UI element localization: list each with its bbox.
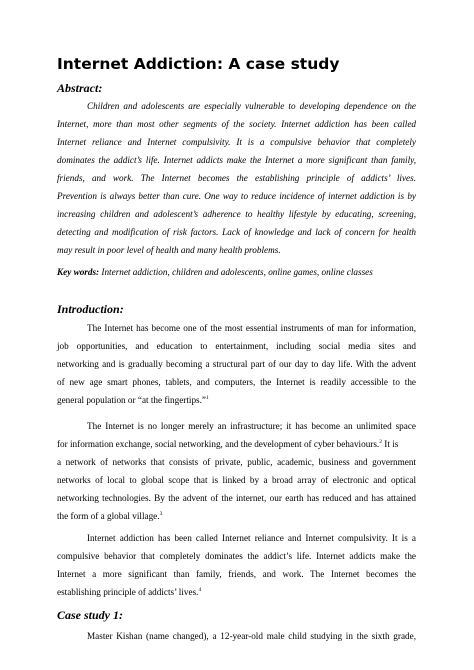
- paragraph-line: Internet a more significant than family, friends, and work. The Internet becomes the: [57, 569, 416, 579]
- line-text: the form of a global village.: [57, 511, 160, 521]
- abstract-line: detecting and modification of risk factors. Lack of knowledge and lack of concern for health: [57, 227, 416, 237]
- paragraph-line: [57, 438, 416, 450]
- introduction-heading: Introduction:: [57, 302, 124, 316]
- abstract-line: Internet reliance and Internet compulsivity. It is a compulsive behavior that completely: [57, 137, 416, 147]
- paragraph-line: networking and is gradually becoming a structural part of our day to day life. With the advent: [57, 359, 416, 369]
- abstract-line: dominates the addict’s life. Internet addicts make the Internet a more significant than family,: [57, 155, 416, 165]
- line-text: general population or “at the fingertips.”: [57, 395, 206, 405]
- abstract-line: increasing children and adolescent’s adherence to healthy lifestyle by educating, screening,: [57, 209, 416, 219]
- line-text: It is: [381, 439, 399, 449]
- paragraph-line: job opportunities, and education to entertainment, including social media sites and: [57, 341, 416, 351]
- paragraph-line: The Internet has become one of the most essential instruments of man for information,: [87, 323, 416, 333]
- paragraph-line: compulsive behavior that completely dominates the addict’s life. Internet addicts make the: [57, 551, 416, 561]
- line-text: for information exchange, social networking, and the development of cyber behaviours.: [57, 439, 380, 449]
- footnote-ref: 4: [198, 587, 202, 593]
- abstract-line: friends, and work. The Internet becomes the establishing principle of addicts’ lives.: [57, 173, 416, 183]
- abstract-line: Children and adolescents are especially vulnerable to developing dependence on the: [87, 101, 416, 111]
- paragraph-line: networks of local to global scope that is linked by a broad array of electronic and optical: [57, 475, 416, 485]
- keywords-text: Internet addiction, children and adolescents, online games, online classes: [101, 267, 373, 277]
- paragraph-line: Internet addiction has been called Internet reliance and Internet compulsivity. It is a: [87, 533, 416, 543]
- keywords-label: Key words:: [57, 267, 100, 277]
- paragraph-line: of new age smart phones, tablets, and computers, the Internet is readily accessible to the: [57, 377, 416, 387]
- paragraph-line: The Internet is no longer merely an infrastructure; it has become an unlimited space: [87, 421, 416, 431]
- abstract-heading: Abstract:: [57, 81, 103, 95]
- footnote-ref: 2: [379, 439, 382, 445]
- page-title: Internet Addiction: A case study: [57, 55, 340, 73]
- keywords: [57, 266, 416, 278]
- footnote-ref: 3: [159, 511, 163, 517]
- abstract-line: may result in poor level of health and many health problems.: [57, 245, 281, 255]
- paragraph-line: a network of networks that consists of private, public, academic, business and government: [57, 457, 416, 467]
- abstract-line: Prevention is always better than cure. One way to reduce incidence of internet addiction is by: [57, 191, 416, 201]
- paragraph-line: [57, 586, 416, 598]
- case-study-heading: Case study 1:: [57, 608, 123, 622]
- paragraph-line: networking technologies. By the advent of the internet, our earth has reduced and has attained: [57, 493, 416, 503]
- paragraph-line: [57, 510, 416, 522]
- footnote-ref: 1: [206, 395, 209, 401]
- line-text: establishing principle of addicts’ lives.: [57, 587, 199, 597]
- paragraph-line: [57, 394, 416, 406]
- abstract-line: Internet, more than most other segments of the society. Internet addiction has been called: [57, 119, 416, 129]
- paragraph-line: Master Kishan (name changed), a 12-year-old male child studying in the sixth grade,: [87, 631, 416, 641]
